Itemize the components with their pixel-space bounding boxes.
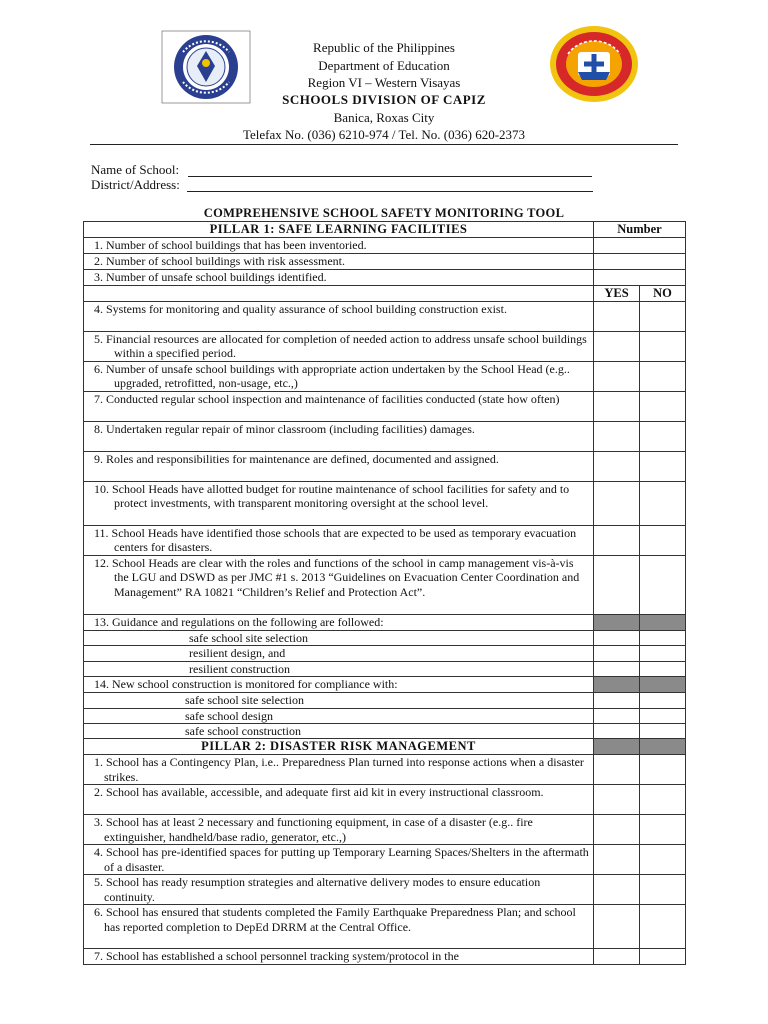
pillar-2-item: 3. School has at least 2 necessary and functioning equipment, in case of a disaster (e.g.. fire extinguisher, handheld/base radio, generator, etc.,) <box>84 815 594 845</box>
pillar-2-item: 2. School has available, accessible, and adequate first aid kit in every instructional classroom. <box>84 785 594 815</box>
yes-cell[interactable] <box>594 785 640 815</box>
tool-title: COMPREHENSIVE SCHOOL SAFETY MONITORING TOOL <box>203 206 565 220</box>
yes-cell[interactable] <box>594 452 640 482</box>
address-line: Banica, Roxas City <box>333 110 435 125</box>
yes-cell[interactable] <box>594 905 640 949</box>
yn-item: 6. Number of unsafe school buildings with appropriate action undertaken by the School Head (e.g.. upgraded, retrofitted, non-usage, etc.,) <box>84 362 594 392</box>
pillar-2-item: 6. School has ensured that students completed the Family Earthquake Preparedness Plan; and school has reported completion to DepEd DRRM at the Central Office. <box>84 905 594 949</box>
number-item: 3. Number of unsafe school buildings identified. <box>84 270 594 286</box>
yn-item: 8. Undertaken regular repair of minor classroom (including facilities) damages. <box>84 422 594 452</box>
no-cell[interactable] <box>640 556 686 615</box>
yn-item: 11. School Heads have identified those schools that are expected to be used as temporary evacuation centers for disasters. <box>84 526 594 556</box>
no-cell[interactable] <box>640 526 686 556</box>
school-name-label: Name of School: <box>91 162 180 177</box>
no-cell[interactable] <box>640 693 686 708</box>
pillar-2-item: 4. School has pre-identified spaces for putting up Temporary Learning Spaces/Shelters in the aftermath of a disaster. <box>84 845 594 875</box>
yes-cell[interactable] <box>594 302 640 332</box>
no-cell[interactable] <box>640 785 686 815</box>
letterhead <box>0 0 768 145</box>
sub-item: resilient construction <box>84 661 594 676</box>
item-13: 13. Guidance and regulations on the following are followed: <box>84 615 594 631</box>
no-cell[interactable] <box>640 302 686 332</box>
pillar-2-item: 5. School has ready resumption strategies and alternative delivery modes to ensure education continuity. <box>84 875 594 905</box>
yes-cell[interactable] <box>594 556 640 615</box>
no-cell[interactable] <box>640 755 686 785</box>
no-cell[interactable] <box>640 845 686 875</box>
no-cell[interactable] <box>640 815 686 845</box>
yn-item: 10. School Heads have allotted budget for routine maintenance of school facilities for safety and to protect investments, with transparent monitoring oversight at the school level. <box>84 482 594 526</box>
item-14: 14. New school construction is monitored for compliance with: <box>84 677 594 693</box>
yes-cell[interactable] <box>594 661 640 676</box>
district-address-blank[interactable] <box>187 179 593 192</box>
yes-cell[interactable] <box>594 708 640 723</box>
number-item: 1. Number of school buildings that has been inventoried. <box>84 238 594 254</box>
school-name-blank[interactable] <box>188 164 592 177</box>
pillar-2-item: 1. School has a Contingency Plan, i.e.. Preparedness Plan turned into response actions when a disaster strikes. <box>84 755 594 785</box>
yes-header: YES <box>594 286 640 302</box>
yes-cell[interactable] <box>594 526 640 556</box>
no-cell[interactable] <box>640 949 686 965</box>
shaded-cell <box>594 739 640 755</box>
sub-item: safe school site selection <box>84 631 594 646</box>
yn-item: 9. Roles and responsibilities for maintenance are defined, documented and assigned. <box>84 452 594 482</box>
no-cell[interactable] <box>640 905 686 949</box>
pillar-2-title: PILLAR 2: DISASTER RISK MANAGEMENT <box>84 739 594 755</box>
district-address-label: District/Address: <box>91 177 180 192</box>
number-cell[interactable] <box>594 254 686 270</box>
yn-item: 12. School Heads are clear with the roles and functions of the school in camp management vis-à-vis the LGU and DSWD as per JMC #1 s. 2013 “Guidelines on Evacuation Center Coordination and Management” RA 10821 “Children’s Relief and Protection Act”. <box>84 556 594 615</box>
no-cell[interactable] <box>640 332 686 362</box>
yes-cell[interactable] <box>594 724 640 739</box>
district-address-field[interactable] <box>91 177 593 192</box>
department-line: Department of Education <box>318 58 450 73</box>
sub-item: safe school construction <box>84 724 594 739</box>
pillar-1-title: PILLAR 1: SAFE LEARNING FACILITIES <box>84 222 594 238</box>
sub-item: safe school design <box>84 708 594 723</box>
contact-line: Telefax No. (036) 6210-974 / Tel. No. (036) 620-2373 <box>242 127 526 142</box>
no-cell[interactable] <box>640 631 686 646</box>
monitoring-table <box>83 221 686 965</box>
yes-cell[interactable] <box>594 845 640 875</box>
region-line: Region VI – Western Visayas <box>307 75 461 90</box>
division-line: SCHOOLS DIVISION OF CAPIZ <box>282 92 486 107</box>
shaded-cell <box>640 739 686 755</box>
no-header: NO <box>640 286 686 302</box>
yes-cell[interactable] <box>594 875 640 905</box>
number-cell[interactable] <box>594 270 686 286</box>
yn-item: 4. Systems for monitoring and quality assurance of school building construction exist. <box>84 302 594 332</box>
no-cell[interactable] <box>640 482 686 526</box>
yes-cell[interactable] <box>594 755 640 785</box>
no-cell[interactable] <box>640 724 686 739</box>
no-cell[interactable] <box>640 708 686 723</box>
yes-cell[interactable] <box>594 392 640 422</box>
yes-cell[interactable] <box>594 693 640 708</box>
pillar-2-item: 7. School has established a school personnel tracking system/protocol in the <box>84 949 594 965</box>
shaded-cell <box>640 677 686 693</box>
yes-cell[interactable] <box>594 332 640 362</box>
school-name-field[interactable] <box>91 162 592 177</box>
yn-item: 5. Financial resources are allocated for completion of needed action to address unsafe school buildings within a specified period. <box>84 332 594 362</box>
yes-cell[interactable] <box>594 815 640 845</box>
no-cell[interactable] <box>640 661 686 676</box>
no-cell[interactable] <box>640 362 686 392</box>
blank-cell <box>84 286 594 302</box>
no-cell[interactable] <box>640 392 686 422</box>
yes-cell[interactable] <box>594 362 640 392</box>
sub-item: safe school site selection <box>84 693 594 708</box>
yes-cell[interactable] <box>594 631 640 646</box>
republic-line: Republic of the Philippines <box>313 40 455 55</box>
header-divider <box>90 144 678 145</box>
shaded-cell <box>594 615 640 631</box>
shaded-cell <box>640 615 686 631</box>
shaded-cell <box>594 677 640 693</box>
no-cell[interactable] <box>640 422 686 452</box>
yes-cell[interactable] <box>594 482 640 526</box>
no-cell[interactable] <box>640 875 686 905</box>
number-cell[interactable] <box>594 238 686 254</box>
yn-item: 7. Conducted regular school inspection and maintenance of facilities conducted (state how often) <box>84 392 594 422</box>
no-cell[interactable] <box>640 646 686 661</box>
number-item: 2. Number of school buildings with risk assessment. <box>84 254 594 270</box>
yes-cell[interactable] <box>594 422 640 452</box>
number-header: Number <box>594 222 686 238</box>
no-cell[interactable] <box>640 452 686 482</box>
sub-item: resilient design, and <box>84 646 594 661</box>
yes-cell[interactable] <box>594 646 640 661</box>
yes-cell[interactable] <box>594 949 640 965</box>
